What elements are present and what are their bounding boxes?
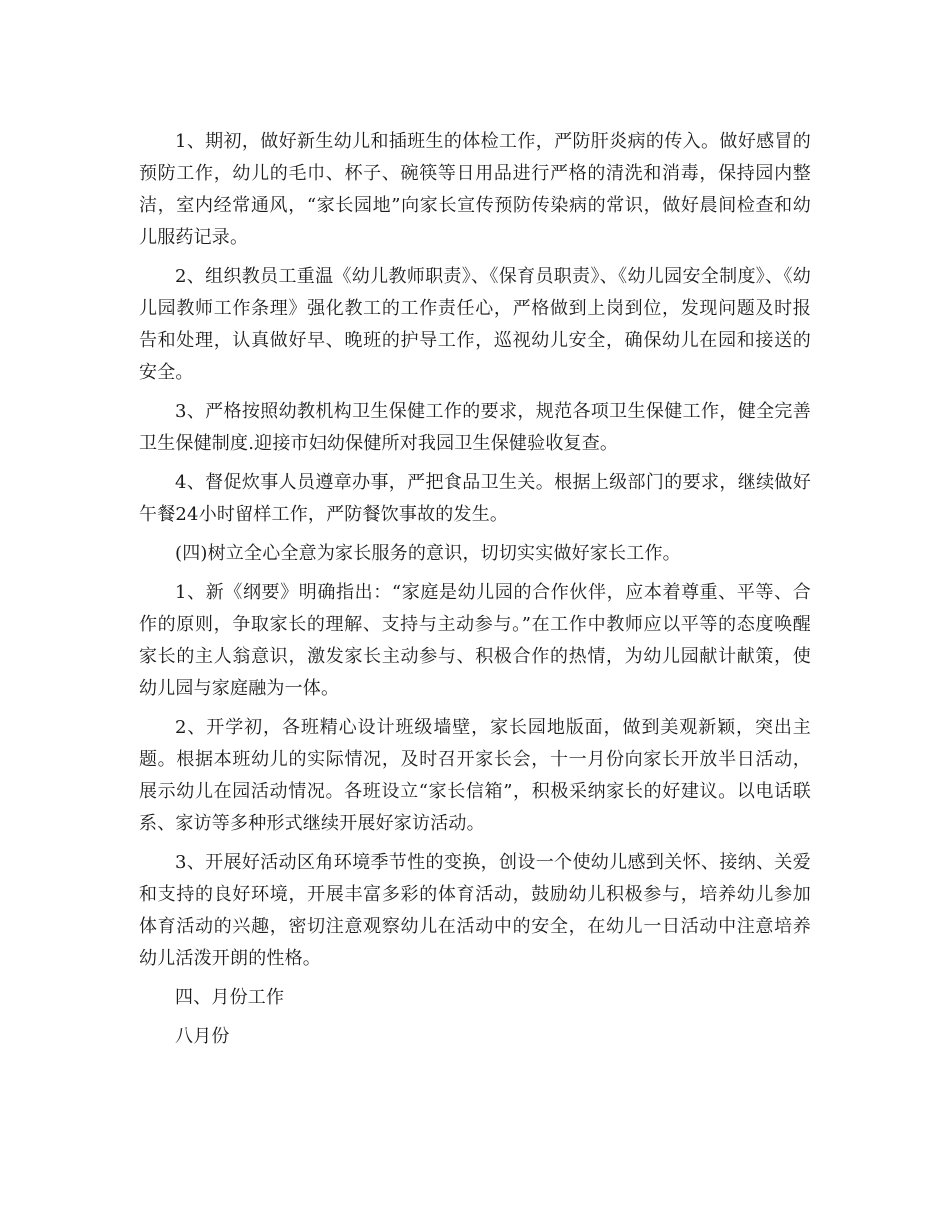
document-body — [139, 126, 811, 1060]
month-heading-august: 八月份 — [175, 1026, 230, 1047]
paragraph-guideline: 1、新《纲要》明确指出：“家庭是幼儿园的合作伙伴，应本着尊重、平等、合作的原则，争取家长的理解、支持与主动参与。”在工作中教师应以平等的态度唤醒家长的主人翁意识，激发家长主动参与、积极合作的热情，为幼儿园献计献策，使幼儿园与家庭融为一体。 — [139, 582, 811, 699]
paragraph-term-start: 2、开学初，各班精心设计班级墙壁，家长园地版面，做到美观新颖，突出主题。根据本班幼儿的实际情况，及时召开家长会，十一月份向家长开放半日活动，展示幼儿在园活动情况。各班设立“家长信箱”，积极采纳家长的好建议。以电话联系、家访等多种形式继续开展好家访活动。 — [139, 717, 811, 834]
paragraph-activity-areas: 3、开展好活动区角环境季节性的变换，创设一个使幼儿感到关怀、接纳、关爱和支持的良好环境，开展丰富多彩的体育活动，鼓励幼儿积极参与，培养幼儿参加体育活动的兴趣，密切注意观察幼儿在活动中的安全，在幼儿一日活动中注意培养幼儿活泼开朗的性格。 — [139, 852, 811, 969]
paragraph-staff-duties: 2、组织教员工重温《幼儿教师职责》、《保育员职责》、《幼儿园安全制度》、《幼儿园教师工作条理》强化教工的工作责任心，严格做到上岗到位，发现问题及时报告和处理，认真做好早、晚班的护导工作，巡视幼儿安全，确保幼儿在园和接送的安全。 — [139, 266, 811, 383]
section-heading-parent-service: (四)树立全心全意为家长服务的意识，切切实实做好家长工作。 — [175, 543, 681, 564]
paragraph-health-check: 1、期初，做好新生幼儿和插班生的体检工作，严防肝炎病的传入。做好感冒的预防工作，幼儿的毛巾、杯子、碗筷等日用品进行严格的清洗和消毒，保持园内整洁，室内经常通风，“家长园地”向家长宣传预防传染病的常识，做好晨间检查和幼儿服药记录。 — [139, 131, 811, 248]
paragraph-health-care-rules: 3、严格按照幼教机构卫生保健工作的要求，规范各项卫生保健工作，健全完善卫生保健制度.迎接市妇幼保健所对我园卫生保健验收复查。 — [139, 401, 811, 454]
paragraph-kitchen-safety: 4、督促炊事人员遵章办事，严把食品卫生关。根据上级部门的要求，继续做好午餐24小时留样工作，严防餐饮事故的发生。 — [139, 472, 811, 525]
section-heading-monthly-work: 四、月份工作 — [175, 987, 285, 1008]
